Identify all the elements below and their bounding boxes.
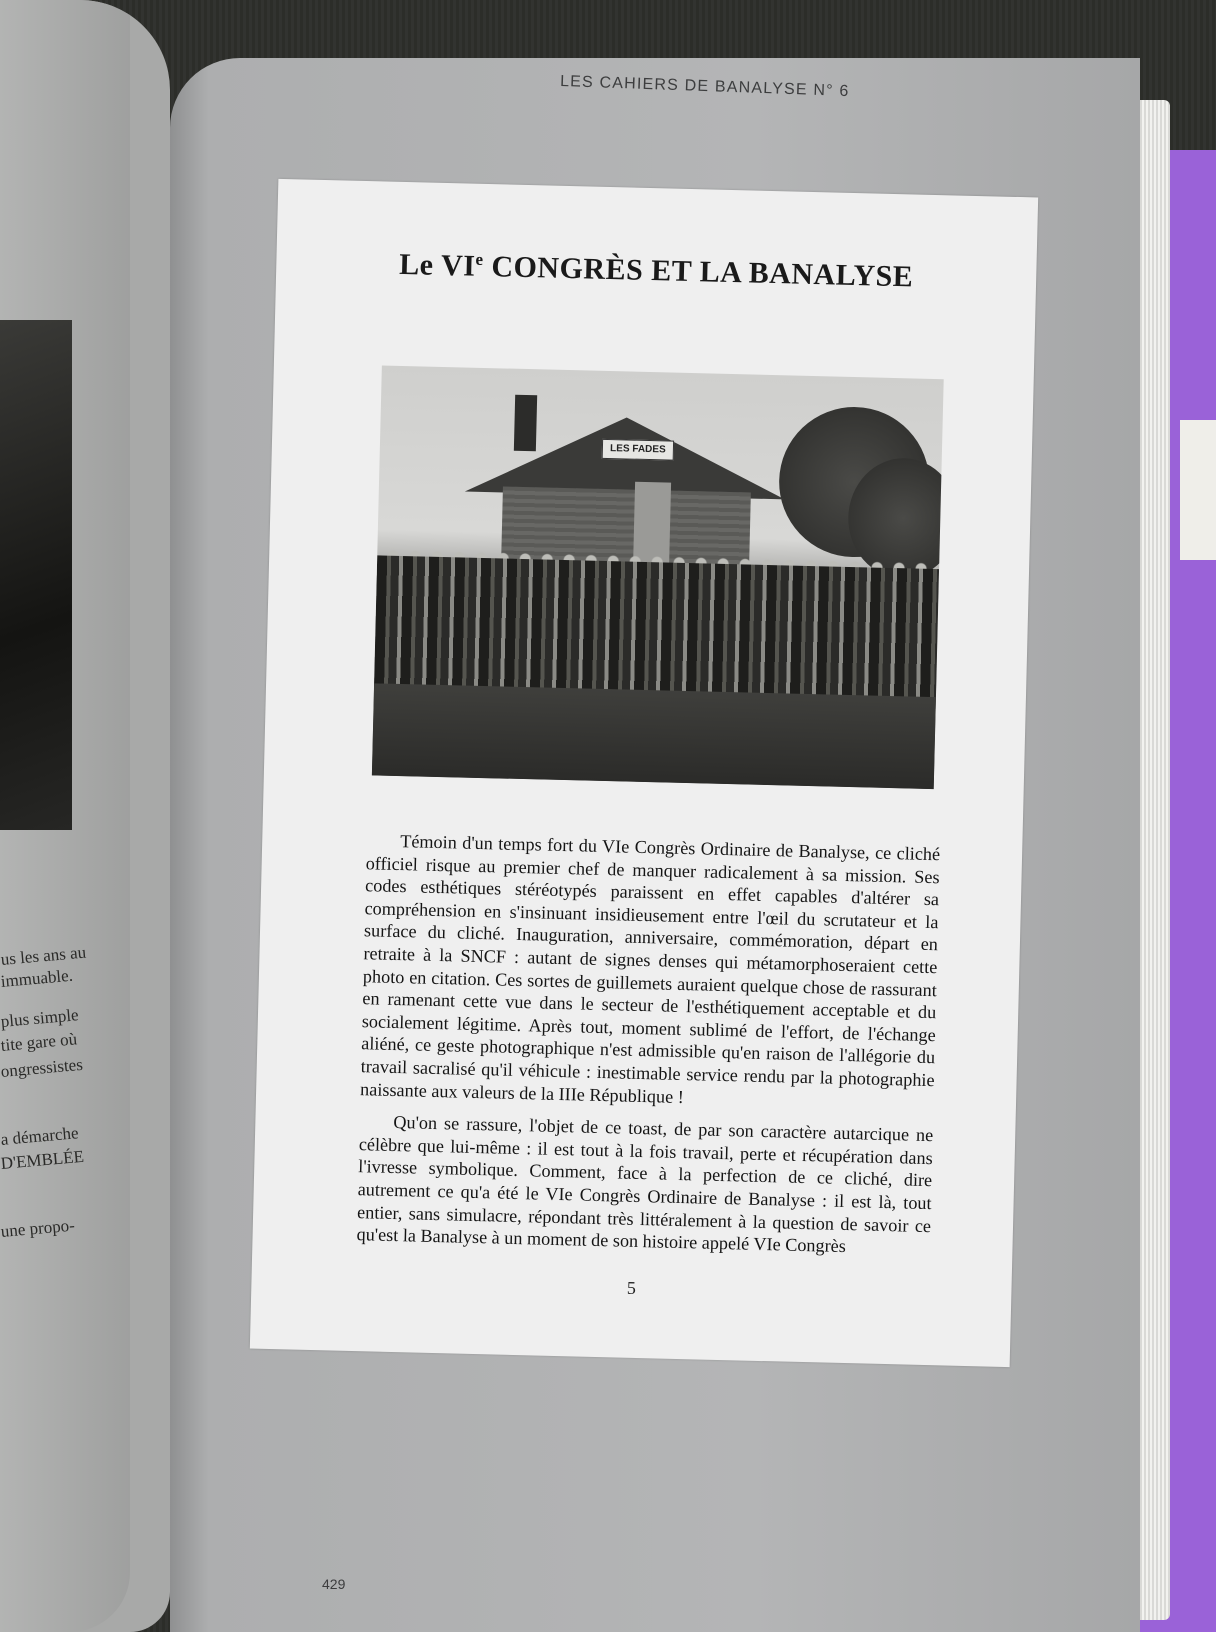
left-text-line: plus simple [0,1005,80,1031]
paragraph: Qu'on se rassure, l'objet de ce toast, de par son caractère autarcique ne célèbre que lui-même : il est tout à la fois travail, perte et récupération dans l'ivresse symbolique. Comment, face à la perfection de ce cliché, dire autrement ce qu'a été le VIe Congrès Ordinaire de Banalyse : il est là, tout entier, sans simulacre, répondant très littéralement à la question de savoir ce qu'est la Banalyse à un moment de son histoire appelé VIe Congrès [356,1112,934,1257]
running-head: LES CAHIERS DE BANALYSE N° 6 [559,72,850,101]
title-rest: CONGRÈS ET LA BANALYSE [483,249,914,294]
paragraph: Témoin d'un temps fort du VIe Congrès Ordinaire de Banalyse, ce cliché officiel risque au premier chef de manquer radicalement à sa mission. Ses codes esthétiques stéréotypés paraissent en effet capables d'altérer sa compréhension en s'insinuant insidieusement entre l'œil du scrutateur et la surface du cliché. Inauguration, anniversaire, commémoration, départ en retraite à la SNCF : autant de signes denses qui métamorphoseraient cette photo en citation. Ces sortes de guillemets auraient quelque chose de rassurant en ramenant cette vue dans le secteur de l'esthétiquement acceptable et du socialement légitime. Après tout, moment sublimé de l'effort, de l'échange aliéné, ce geste photographique n'est admissible qu'en raison de l'allégorie du travail sacralisé qu'il véhicule : inestimable service rendu par la photographie naissante aux valeurs de la IIIe République ! [359,831,941,1107]
folio-number: 429 [322,1576,346,1592]
bookmark-slip [1180,420,1216,560]
group-photo [372,365,944,789]
article-title [276,245,1037,298]
left-page [0,0,170,1632]
title-superscript: e [475,249,484,269]
left-text-line: tite gare où [0,1029,78,1055]
left-text-line: D'EMBLÉE [0,1146,85,1173]
article-page-number: 5 [626,1277,637,1298]
left-page-photo [0,320,72,830]
left-text-line: a démarche [0,1123,80,1149]
title-prefix: Le VI [398,247,476,283]
left-text-line: ongressistes [0,1054,84,1081]
article-body [356,829,940,1270]
ground [372,683,936,789]
station-sign: LES FADES [602,439,674,461]
left-text-line: us les ans au [0,942,87,969]
left-text-line: une propo- [0,1215,76,1241]
pasted-article [250,179,1038,1367]
left-text-line: immuable. [0,965,74,991]
